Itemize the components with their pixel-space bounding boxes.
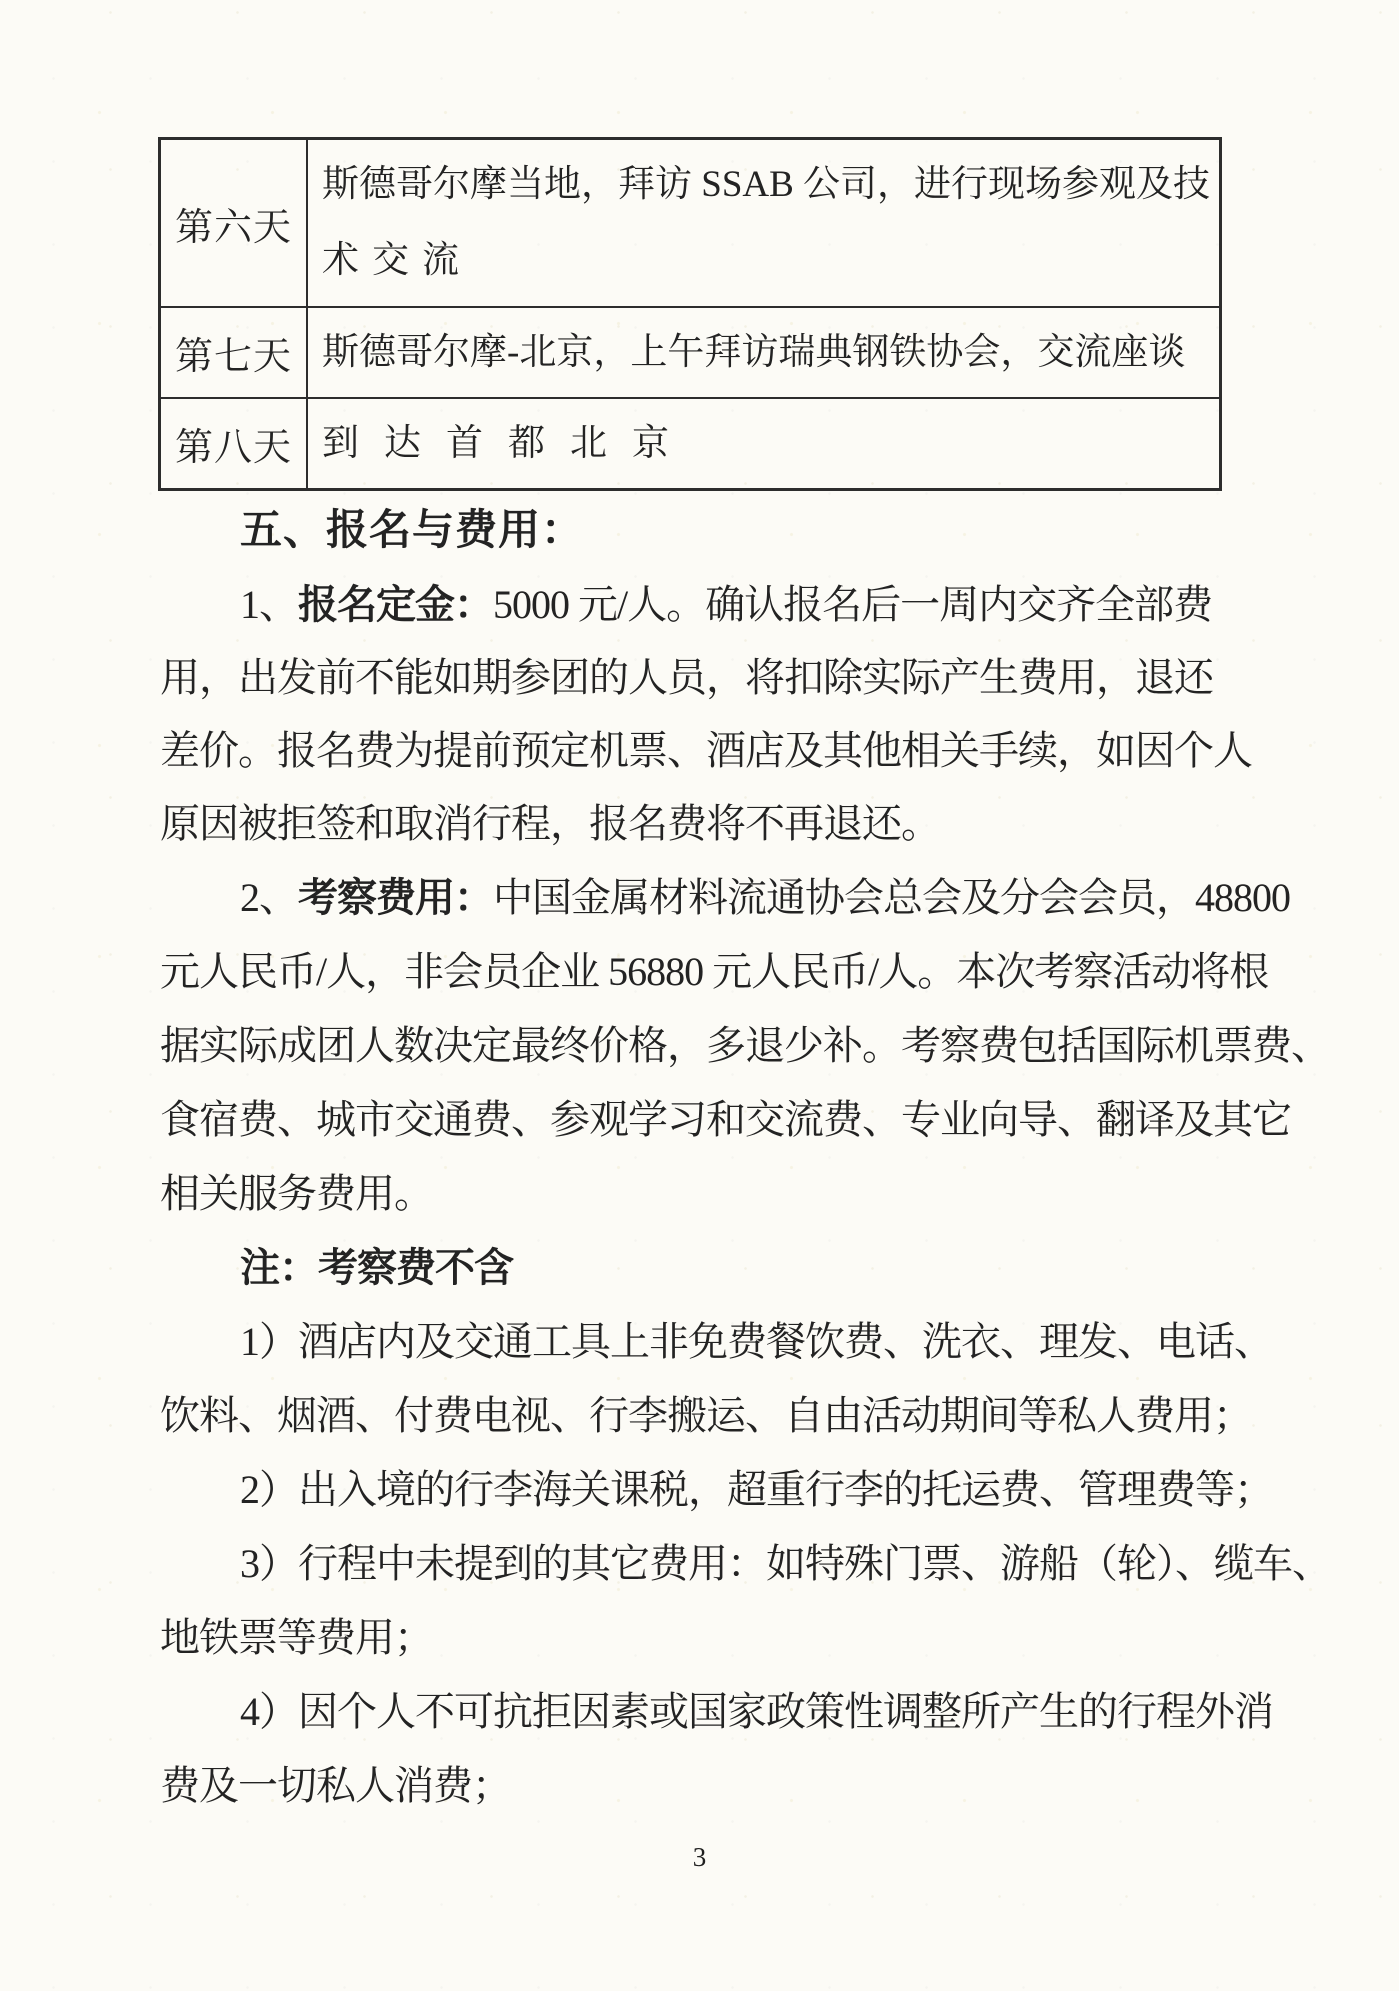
activity-text-line: 术交流 — [322, 240, 472, 281]
activity-cell — [308, 308, 1219, 397]
body-line — [160, 1764, 511, 1808]
text-segment: 相关服务费用。 — [160, 1171, 433, 1216]
text-segment: 2）出入境的行李海关课税，超重行李的托运费、管理费等； — [240, 1467, 1273, 1512]
text-segment: 2、 — [240, 875, 298, 920]
body-line — [240, 876, 1290, 920]
activity-text-line: 斯德哥尔摩-北京，上午拜访瑞典钢铁协会，交流座谈 — [322, 331, 1186, 373]
body-line — [240, 1468, 1273, 1512]
table-row-day6 — [161, 140, 1219, 306]
day-cell — [161, 140, 308, 306]
text-segment: 据实际成团人数决定最终价格，多退少补。考察费包括国际机票费、 — [160, 1023, 1330, 1068]
table-row-day8 — [161, 397, 1219, 488]
text-segment: 1）酒店内及交通工具上非免费餐饮费、洗衣、理发、电话、 — [240, 1319, 1273, 1364]
text-segment-bold: 注：考察费不含 — [240, 1245, 513, 1290]
body-line — [240, 1690, 1273, 1734]
body-line — [160, 1172, 433, 1216]
text-segment: 3）行程中未提到的其它费用：如特殊门票、游船（轮）、缆车、 — [240, 1541, 1331, 1586]
body-line — [160, 1024, 1330, 1068]
text-segment: 5000 元/人。确认报名后一周内交齐全部费 — [493, 582, 1213, 627]
text-segment: 4）因个人不可抗拒因素或国家政策性调整所产生的行程外消 — [240, 1689, 1273, 1734]
body-line — [160, 1394, 1252, 1438]
text-segment: 饮料、烟酒、付费电视、行李搬运、自由活动期间等私人费用； — [160, 1393, 1252, 1438]
table-row-day7 — [161, 306, 1219, 397]
body-line — [160, 950, 1268, 994]
page-number: 3 — [692, 1842, 707, 1872]
body-line — [160, 1098, 1291, 1142]
body-line-note — [240, 1246, 513, 1290]
body-line — [160, 729, 1252, 773]
activity-cell — [308, 140, 1219, 306]
body-line — [240, 1320, 1273, 1364]
text-segment: 费及一切私人消费； — [160, 1763, 511, 1808]
body-line — [240, 583, 1212, 627]
text-segment: 用，出发前不能如期参团的人员，将扣除实际产生费用，退还 — [160, 655, 1213, 700]
text-segment: 地铁票等费用； — [160, 1615, 433, 1660]
activity-text-line: 到达首都北京 — [322, 422, 694, 464]
day-label: 第六天 — [174, 206, 292, 249]
body-line — [160, 656, 1213, 700]
text-segment: 原因被拒签和取消行程，报名费将不再退还。 — [160, 801, 940, 846]
text-segment: 元人民币/人，非会员企业 56880 元人民币/人。本次考察活动将根 — [160, 949, 1269, 994]
day-cell — [161, 399, 308, 488]
body-line — [160, 802, 940, 846]
activity-text-line: 斯德哥尔摩当地，拜访 SSAB 公司，进行现场参观及技 — [322, 164, 1211, 205]
day-cell — [161, 308, 308, 397]
text-segment: 1、 — [240, 582, 298, 627]
section-heading: 五、报名与费用： — [240, 508, 585, 554]
day-label: 第七天 — [174, 336, 292, 378]
body-line — [240, 1542, 1331, 1586]
text-segment: 食宿费、城市交通费、参观学习和交流费、专业向导、翻译及其它 — [160, 1097, 1291, 1142]
itinerary-table — [158, 137, 1222, 491]
day-label: 第八天 — [174, 427, 292, 469]
body-line — [160, 1616, 433, 1660]
text-segment: 差价。报名费为提前预定机票、酒店及其他相关手续，如因个人 — [160, 728, 1252, 773]
activity-cell — [308, 399, 1219, 488]
text-segment-bold: 报名定金： — [298, 582, 493, 627]
text-segment: 中国金属材料流通协会总会及分会会员，48800 — [493, 875, 1290, 920]
text-segment-bold: 考察费用： — [298, 875, 493, 920]
